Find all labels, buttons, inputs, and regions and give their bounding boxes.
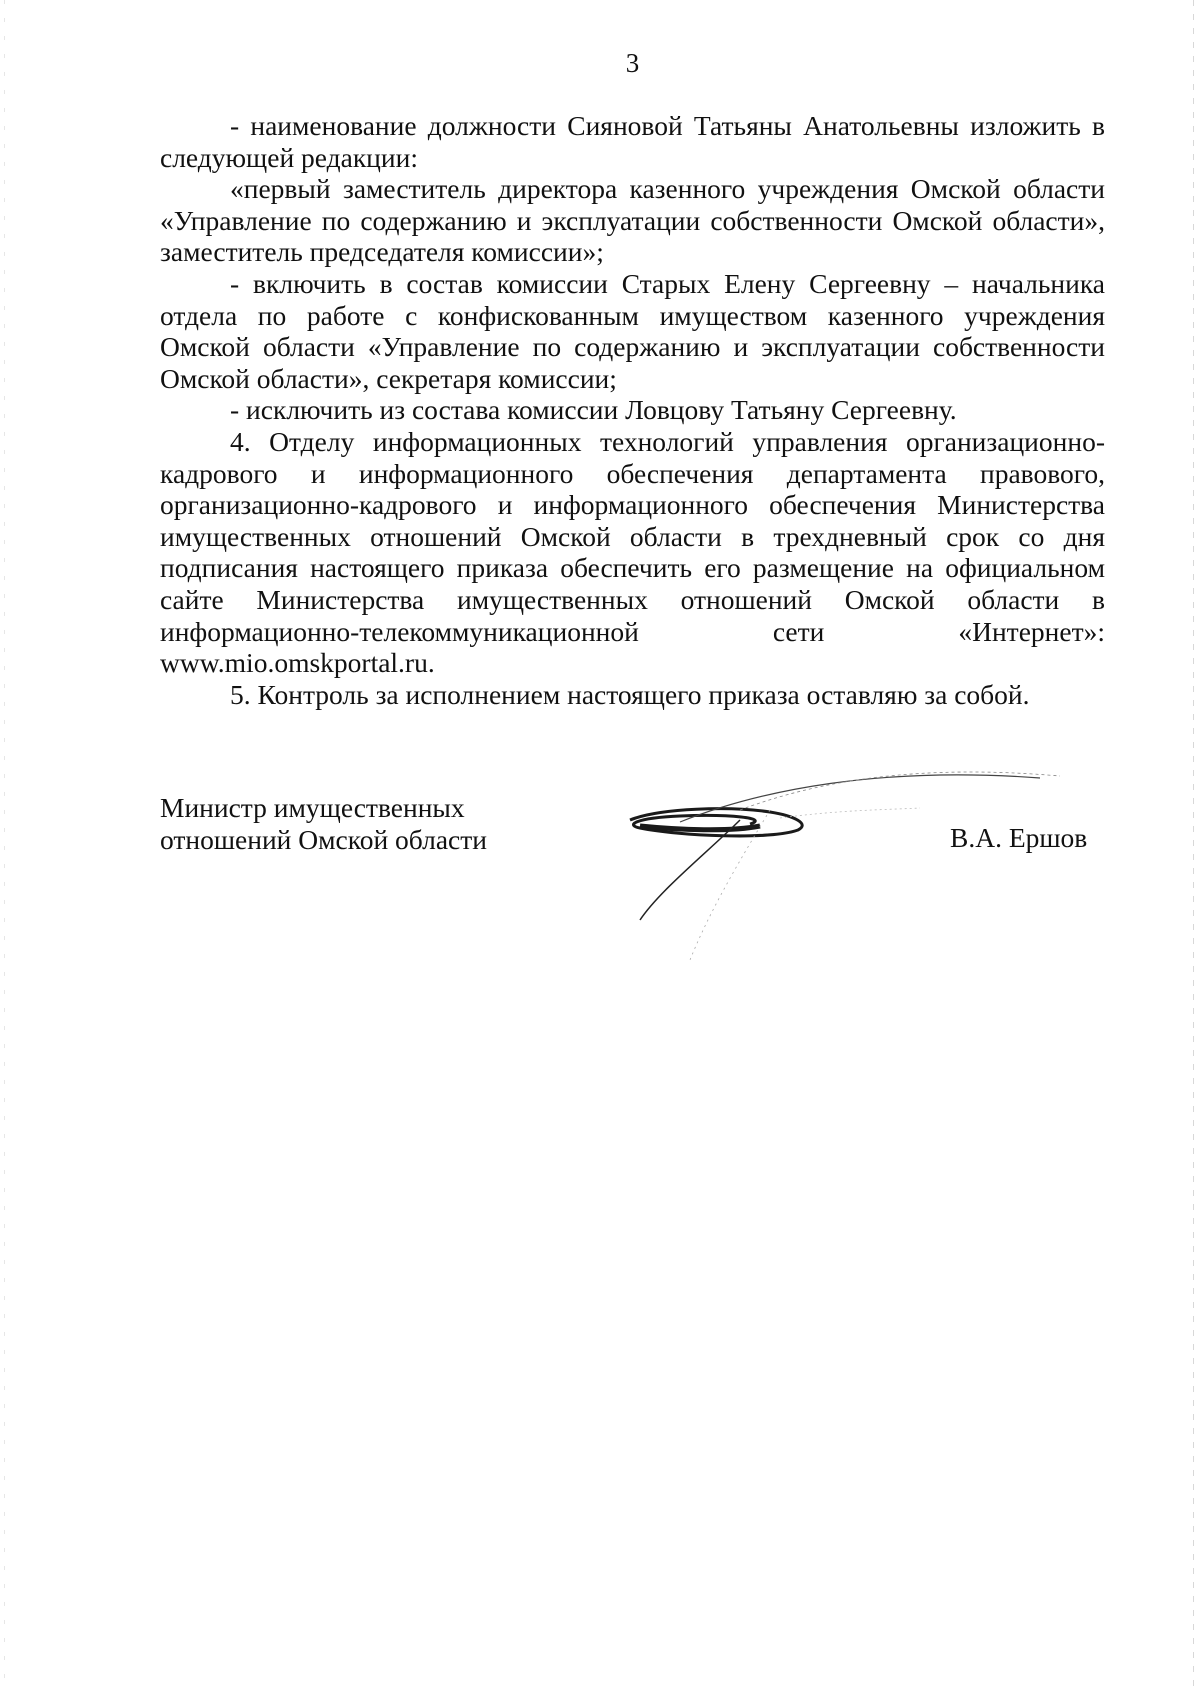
paragraph-exclude-member: - исключить из состава комиссии Ловцову Татьяну Сергеевну.: [230, 394, 957, 426]
signatory-name: В.А. Ершов: [950, 822, 1088, 853]
scan-edge-right: [1193, 0, 1194, 1686]
paragraph-position-rename: - наименование должности Сияновой Татьяны Анатольевны изложить в следующей редакции:: [160, 110, 1105, 173]
signatory-position: [160, 792, 487, 855]
scan-edge-left: [4, 0, 5, 1686]
signatory-position-line1: Министр имущественных: [160, 792, 465, 823]
handwritten-signature: [620, 770, 1060, 970]
page-number: 3: [625, 48, 640, 78]
paragraph-include-member: - включить в состав комиссии Старых Елену Сергеевну – начальника отдела по работе с конфискованным имуществом казенного учреждения Омской области «Управление по содержанию и эксплуатации собственности Омской области», секретаря комиссии;: [160, 267, 1105, 394]
paragraph-item-5: 5. Контроль за исполнением настоящего приказа оставляю за собой.: [230, 678, 1030, 710]
document-body: [160, 110, 1105, 710]
paragraph-new-position-text: «первый заместитель директора казенного учреждения Омской области «Управление по содержанию и эксплуатации собственности Омской области», заместитель председателя комиссии»;: [160, 173, 1105, 268]
signatory-position-line2: отношений Омской области: [160, 823, 487, 855]
paragraph-item-4: 4. Отделу информационных технологий управления организационно-кадрового и информационного обеспечения департамента правового, организационно-кадрового и информационного обеспечения Министерства имущественных отношений Омской области в трехдневный срок со дня подписания настоящего приказа обеспечить его размещение на официальном сайте Министерства имущественных отношений Омской области в информационно-телекоммуникационной сети «Интернет»: www.mio.omskportal.ru.: [160, 425, 1105, 679]
